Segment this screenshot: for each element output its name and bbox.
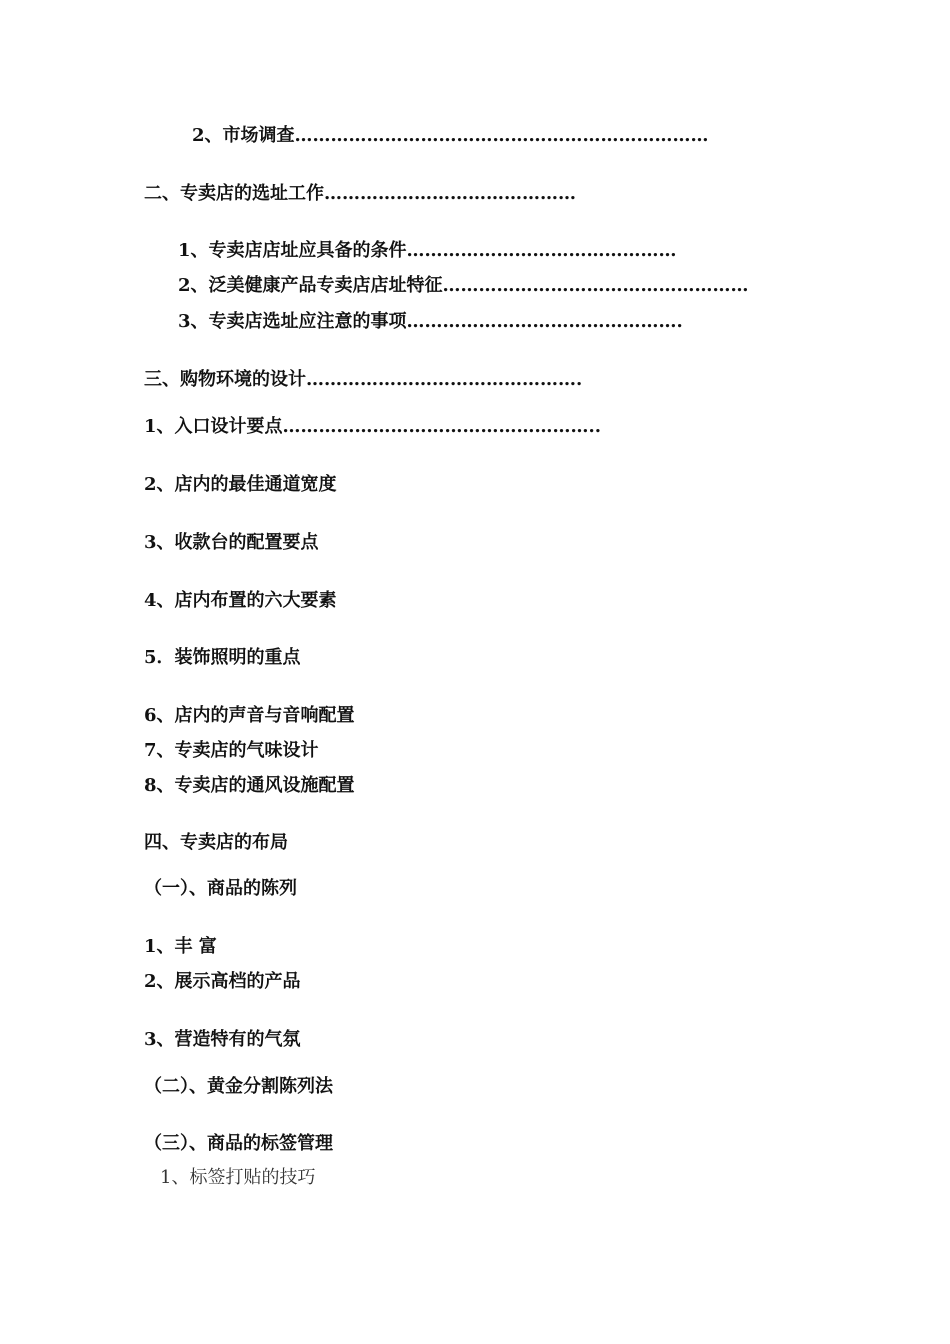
toc-line-site-notes: 3、专卖店选址应注意的事项……………………………………….: [178, 311, 683, 332]
toc-line-aisle-width: 2、店内的最佳通道宽度: [144, 474, 337, 495]
toc-line-premium-products: 2、展示高档的产品: [144, 971, 301, 992]
toc-line-rich: 1、丰 富: [144, 936, 217, 957]
toc-line-six-elements: 4、店内布置的六大要素: [144, 590, 337, 611]
toc-line-checkout-counter: 3、收款台的配置要点: [144, 532, 319, 553]
toc-line-scent: 7、专卖店的气味设计: [144, 740, 319, 761]
toc-line-market-survey: 2、市场调查……………………………………………………………: [192, 125, 709, 146]
toc-line-atmosphere: 3、营造特有的气氛: [144, 1029, 301, 1050]
toc-line-site-features: 2、泛美健康产品专卖店店址特征……………………………………………: [178, 275, 749, 296]
toc-line-sound: 6、店内的声音与音响配置: [144, 705, 355, 726]
toc-subheading-golden-ratio: （二）、黄金分割陈列法: [144, 1076, 333, 1097]
toc-line-ventilation: 8、专卖店的通风设施配置: [144, 775, 355, 796]
toc-heading-site-selection: 二、专卖店的选址工作……………………………………: [144, 183, 576, 204]
toc-line-site-conditions: 1、专卖店店址应具备的条件………………………………………: [178, 240, 677, 261]
toc-line-entrance-design: 1、入口设计要点……………………………………………..: [144, 416, 602, 437]
toc-subheading-display: （一）、商品的陈列: [144, 878, 297, 899]
toc-subheading-labels: （三）、商品的标签管理: [144, 1133, 333, 1154]
toc-heading-layout: 四、专卖店的布局: [144, 832, 288, 853]
toc-line-label-tips: 1、标签打贴的技巧: [160, 1167, 316, 1188]
toc-heading-shopping-environment: 三、购物环境的设计……………………………………….: [144, 369, 583, 390]
toc-line-lighting: 5．装饰照明的重点: [144, 647, 301, 668]
